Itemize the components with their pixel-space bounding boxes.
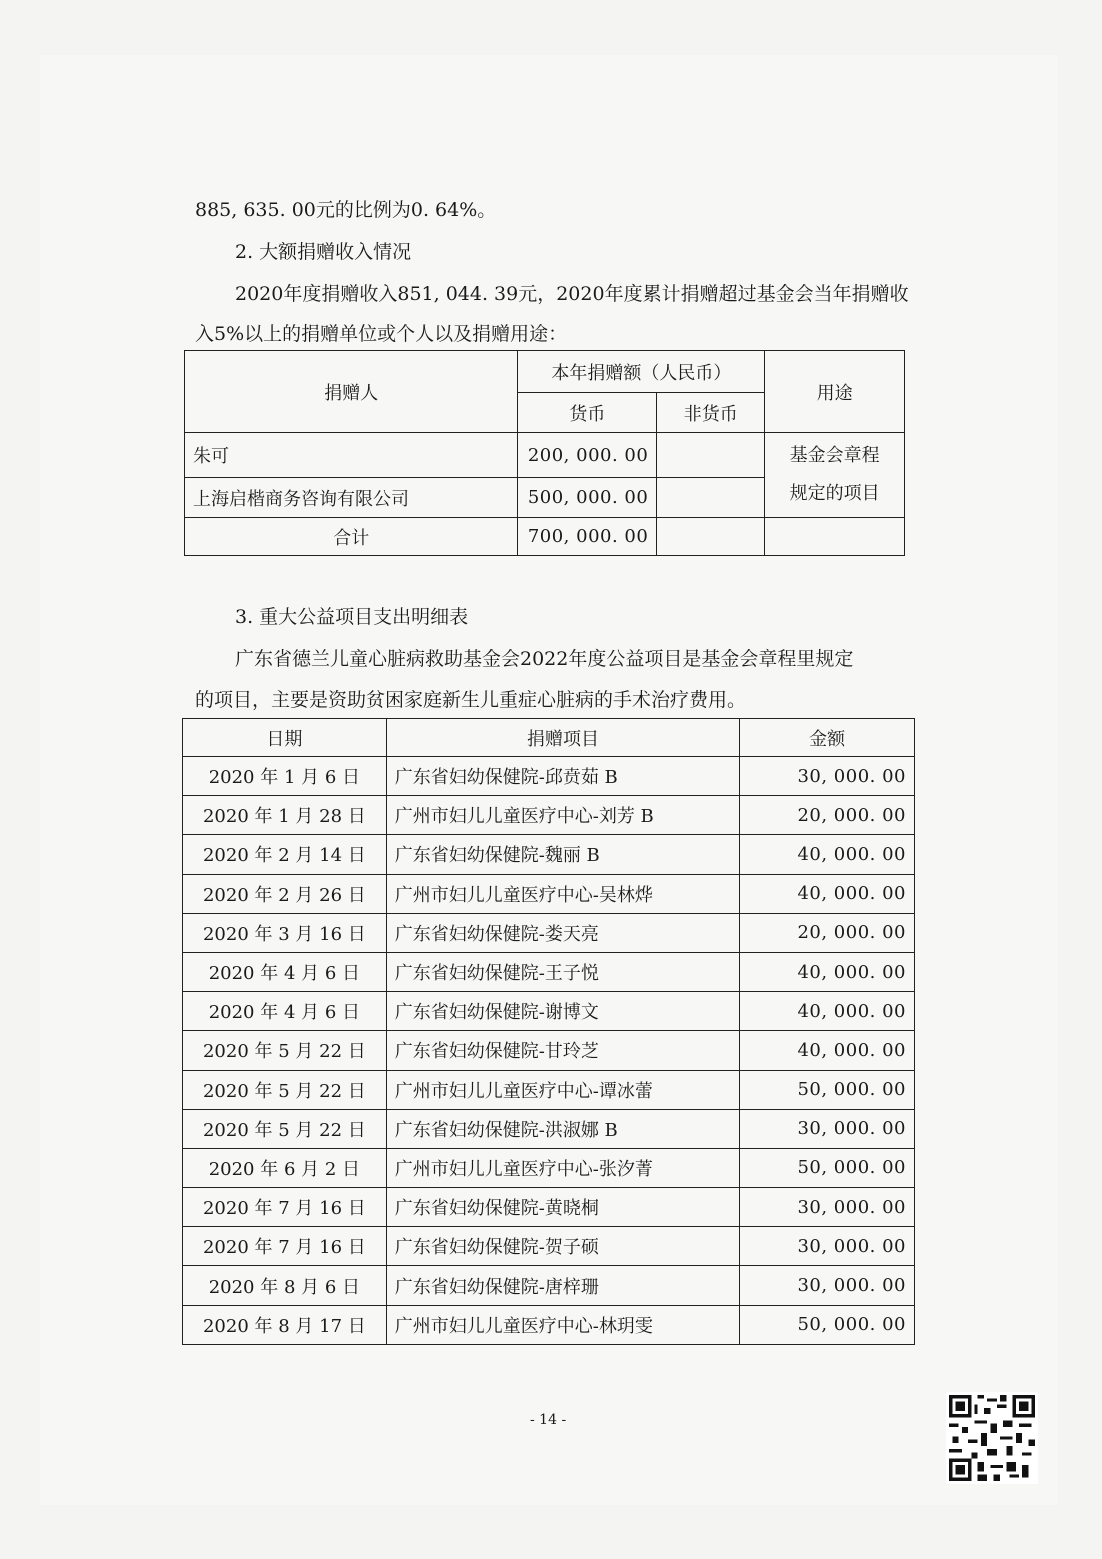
row-date: 2020 年 4 月 6 日 [183,992,387,1031]
row-project: 广州市妇儿儿童医疗中心-刘芳 B [386,796,739,835]
row-amount: 20, 000. 00 [740,913,915,952]
intro-paragraph-end: 885, 635. 00元的比例为0. 64%。 [195,199,497,221]
header-amount: 本年捐赠额（人民币） [518,351,765,393]
table-row [183,992,915,1031]
purpose-line-1: 基金会章程 [789,445,880,466]
row-project: 广东省妇幼保健院-贺子硕 [386,1227,739,1266]
row-date: 2020 年 8 月 6 日 [183,1266,387,1305]
row-amount: 40, 000. 00 [740,874,915,913]
total-non-currency [657,518,765,556]
row-project: 广东省妇幼保健院-娄天亮 [386,913,739,952]
row-amount: 30, 000. 00 [740,1266,915,1305]
table-row [183,874,915,913]
row-project: 广东省妇幼保健院-魏丽 B [386,835,739,874]
row-amount: 30, 000. 00 [740,1188,915,1227]
table-row [183,1109,915,1148]
table-row [183,796,915,835]
row-project: 广东省妇幼保健院-甘玲芝 [386,1031,739,1070]
header-amount: 金额 [740,719,915,757]
row-date: 2020 年 5 月 22 日 [183,1031,387,1070]
section-2-paragraph-line-2: 入5%以上的捐赠单位或个人以及捐赠用途： [195,323,568,345]
donor-non-currency [657,433,765,478]
row-amount: 50, 000. 00 [740,1148,915,1187]
qr-code-icon [946,1392,1038,1484]
row-amount: 40, 000. 00 [740,992,915,1031]
table-row [183,1148,915,1187]
row-date: 2020 年 1 月 28 日 [183,796,387,835]
row-date: 2020 年 6 月 2 日 [183,1148,387,1187]
purpose-cell [765,433,905,518]
header-donor: 捐赠人 [185,351,518,433]
donor-name: 上海启楷商务咨询有限公司 [185,478,518,518]
donor-name: 朱可 [185,433,518,478]
donor-amount: 500, 000. 00 [518,478,657,518]
header-purpose: 用途 [765,351,905,433]
row-date: 2020 年 7 月 16 日 [183,1227,387,1266]
row-date: 2020 年 5 月 22 日 [183,1109,387,1148]
row-date: 2020 年 2 月 26 日 [183,874,387,913]
table-row [183,1188,915,1227]
donor-amount: 200, 000. 00 [518,433,657,478]
row-date: 2020 年 8 月 17 日 [183,1305,387,1344]
table-row [183,757,915,796]
section-3-paragraph-line-1: 广东省德兰儿童心脏病救助基金会2022年度公益项目是基金会章程里规定 [235,648,854,670]
header-date: 日期 [183,719,387,757]
row-date: 2020 年 3 月 16 日 [183,913,387,952]
row-project: 广东省妇幼保健院-邱贲茹 B [386,757,739,796]
section-2-paragraph-line-1: 2020年度捐赠收入851, 044. 39元，2020年度累计捐赠超过基金会当年捐赠收 [235,283,909,305]
row-amount: 30, 000. 00 [740,757,915,796]
row-amount: 40, 000. 00 [740,835,915,874]
row-date: 2020 年 4 月 6 日 [183,952,387,991]
table-row [183,1227,915,1266]
table-row [183,1031,915,1070]
page-number: - 14 - [530,1412,567,1428]
row-amount: 50, 000. 00 [740,1070,915,1109]
row-amount: 40, 000. 00 [740,952,915,991]
header-non-currency: 非货币 [657,393,765,433]
row-project: 广州市妇儿儿童医疗中心-张汐菁 [386,1148,739,1187]
total-label: 合计 [185,518,518,556]
row-project: 广东省妇幼保健院-洪淑娜 B [386,1109,739,1148]
row-date: 2020 年 7 月 16 日 [183,1188,387,1227]
row-date: 2020 年 1 月 6 日 [183,757,387,796]
table-row [183,835,915,874]
row-project: 广州市妇儿儿童医疗中心-谭冰蕾 [386,1070,739,1109]
total-purpose [765,518,905,556]
section-3-paragraph-line-2: 的项目，主要是资助贫困家庭新生儿重症心脏病的手术治疗费用。 [195,689,747,711]
donation-table [184,350,905,556]
header-currency: 货币 [518,393,657,433]
row-project: 广东省妇幼保健院-谢博文 [386,992,739,1031]
row-project: 广东省妇幼保健院-唐梓珊 [386,1266,739,1305]
table-row [183,913,915,952]
row-amount: 20, 000. 00 [740,796,915,835]
section-2-heading: 2. 大额捐赠收入情况 [235,241,412,263]
project-table [182,718,915,1345]
table-row [183,952,915,991]
row-project: 广州市妇儿儿童医疗中心-林玥雯 [386,1305,739,1344]
donor-non-currency [657,478,765,518]
table-row [183,1070,915,1109]
total-amount: 700, 000. 00 [518,518,657,556]
row-amount: 40, 000. 00 [740,1031,915,1070]
table-row [183,1266,915,1305]
header-project: 捐赠项目 [386,719,739,757]
row-date: 2020 年 2 月 14 日 [183,835,387,874]
table-row [183,1305,915,1344]
row-amount: 30, 000. 00 [740,1227,915,1266]
purpose-line-2: 规定的项目 [789,483,880,504]
row-project: 广州市妇儿儿童医疗中心-吴林烨 [386,874,739,913]
row-amount: 30, 000. 00 [740,1109,915,1148]
section-3-heading: 3. 重大公益项目支出明细表 [235,606,469,628]
row-amount: 50, 000. 00 [740,1305,915,1344]
row-project: 广东省妇幼保健院-王子悦 [386,952,739,991]
row-date: 2020 年 5 月 22 日 [183,1070,387,1109]
row-project: 广东省妇幼保健院-黄晓桐 [386,1188,739,1227]
